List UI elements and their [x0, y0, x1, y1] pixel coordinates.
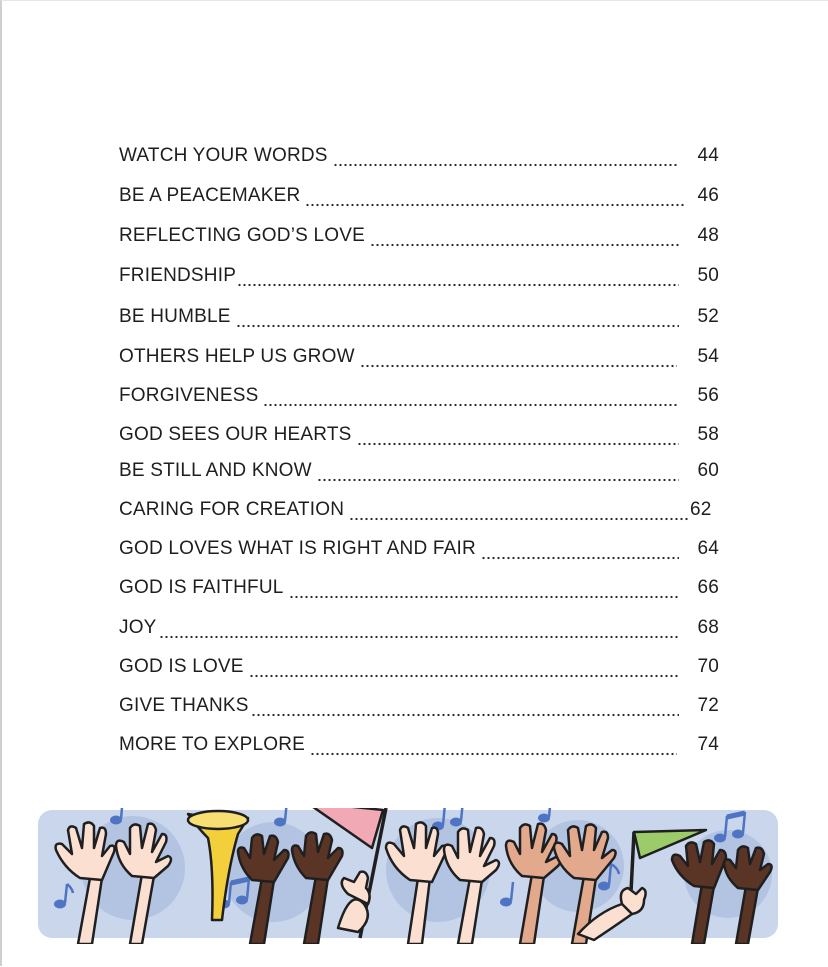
toc-entry-page: 50 [697, 265, 719, 286]
toc-entry-page: 46 [697, 185, 719, 206]
toc-entry-others-help-us-grow[interactable] [119, 346, 719, 376]
toc-entry-title: GOD LOVES WHAT IS RIGHT AND FAIR [119, 538, 476, 559]
toc-entry-title: FORGIVENESS [119, 385, 259, 406]
toc-entry-title: GOD IS LOVE [119, 656, 244, 677]
toc-entry-title: WATCH YOUR WORDS [119, 145, 328, 166]
toc-entry-page: 52 [697, 306, 719, 327]
dot-leader [333, 163, 679, 167]
toc-entry-caring-for-creation[interactable] [119, 499, 719, 529]
toc-entry-be-still-and-know[interactable] [119, 460, 719, 490]
dot-leader [236, 324, 679, 328]
dot-leader [349, 517, 688, 521]
dot-leader [370, 243, 679, 247]
dot-leader [237, 283, 679, 287]
toc-entry-page: 74 [697, 734, 719, 755]
toc-entry-god-sees-our-hearts[interactable] [119, 424, 719, 454]
toc-entry-god-is-faithful[interactable] [119, 577, 719, 607]
toc-entry-title: BE HUMBLE [119, 306, 231, 327]
toc-entry-more-to-explore[interactable] [119, 734, 719, 764]
toc-entry-watch-your-words[interactable] [119, 145, 719, 175]
toc-entry-be-a-peacemaker[interactable] [119, 185, 719, 215]
dot-leader [317, 478, 679, 482]
dot-leader [305, 203, 685, 207]
toc-entry-title: JOY [119, 617, 157, 638]
toc-entry-page: 56 [697, 385, 719, 406]
toc-entry-page: 72 [697, 695, 719, 716]
toc-entry-title: GOD IS FAITHFUL [119, 577, 284, 598]
dot-leader [263, 403, 679, 407]
toc-entry-title: FRIENDSHIP [119, 265, 237, 286]
toc-entry-page: 64 [697, 538, 719, 559]
toc-entry-page: 70 [697, 656, 719, 677]
raised-hands-illustration [38, 808, 778, 944]
toc-entry-title: GOD SEES OUR HEARTS [119, 424, 352, 445]
toc-entry-page: 54 [697, 346, 719, 367]
toc-entry-god-is-love[interactable] [119, 656, 719, 686]
toc-entry-title: GIVE THANKS [119, 695, 249, 716]
dot-leader [251, 713, 679, 717]
toc-entry-page: 58 [697, 424, 719, 445]
toc-entry-title: BE A PEACEMAKER [119, 185, 301, 206]
toc-entry-page: 44 [697, 145, 719, 166]
dot-leader [310, 752, 677, 756]
toc-entry-god-loves-what-is-right-and-fair[interactable] [119, 538, 719, 568]
toc-entry-friendship[interactable] [119, 265, 719, 295]
dot-leader [481, 556, 679, 560]
dot-leader [249, 674, 679, 678]
toc-entry-joy[interactable] [119, 617, 719, 647]
dot-leader [357, 442, 679, 446]
dot-leader [289, 595, 679, 599]
toc-entry-page: 66 [697, 577, 719, 598]
toc-entry-title: OTHERS HELP US GROW [119, 346, 355, 367]
toc-entry-page: 60 [697, 460, 719, 481]
toc-entry-page: 62 [690, 499, 712, 520]
toc-entry-title: CARING FOR CREATION [119, 499, 345, 520]
toc-entry-title: REFLECTING GOD’S LOVE [119, 225, 365, 246]
toc-entry-reflecting-gods-love[interactable] [119, 225, 719, 255]
toc-entry-give-thanks[interactable] [119, 695, 719, 725]
toc-entry-be-humble[interactable] [119, 306, 719, 336]
toc-entry-page: 68 [697, 617, 719, 638]
toc-entry-title: MORE TO EXPLORE [119, 734, 306, 755]
dot-leader [360, 364, 677, 368]
toc-entry-forgiveness[interactable] [119, 385, 719, 415]
toc-entry-page: 48 [697, 225, 719, 246]
toc-entry-title: BE STILL AND KNOW [119, 460, 312, 481]
dot-leader [159, 635, 679, 639]
